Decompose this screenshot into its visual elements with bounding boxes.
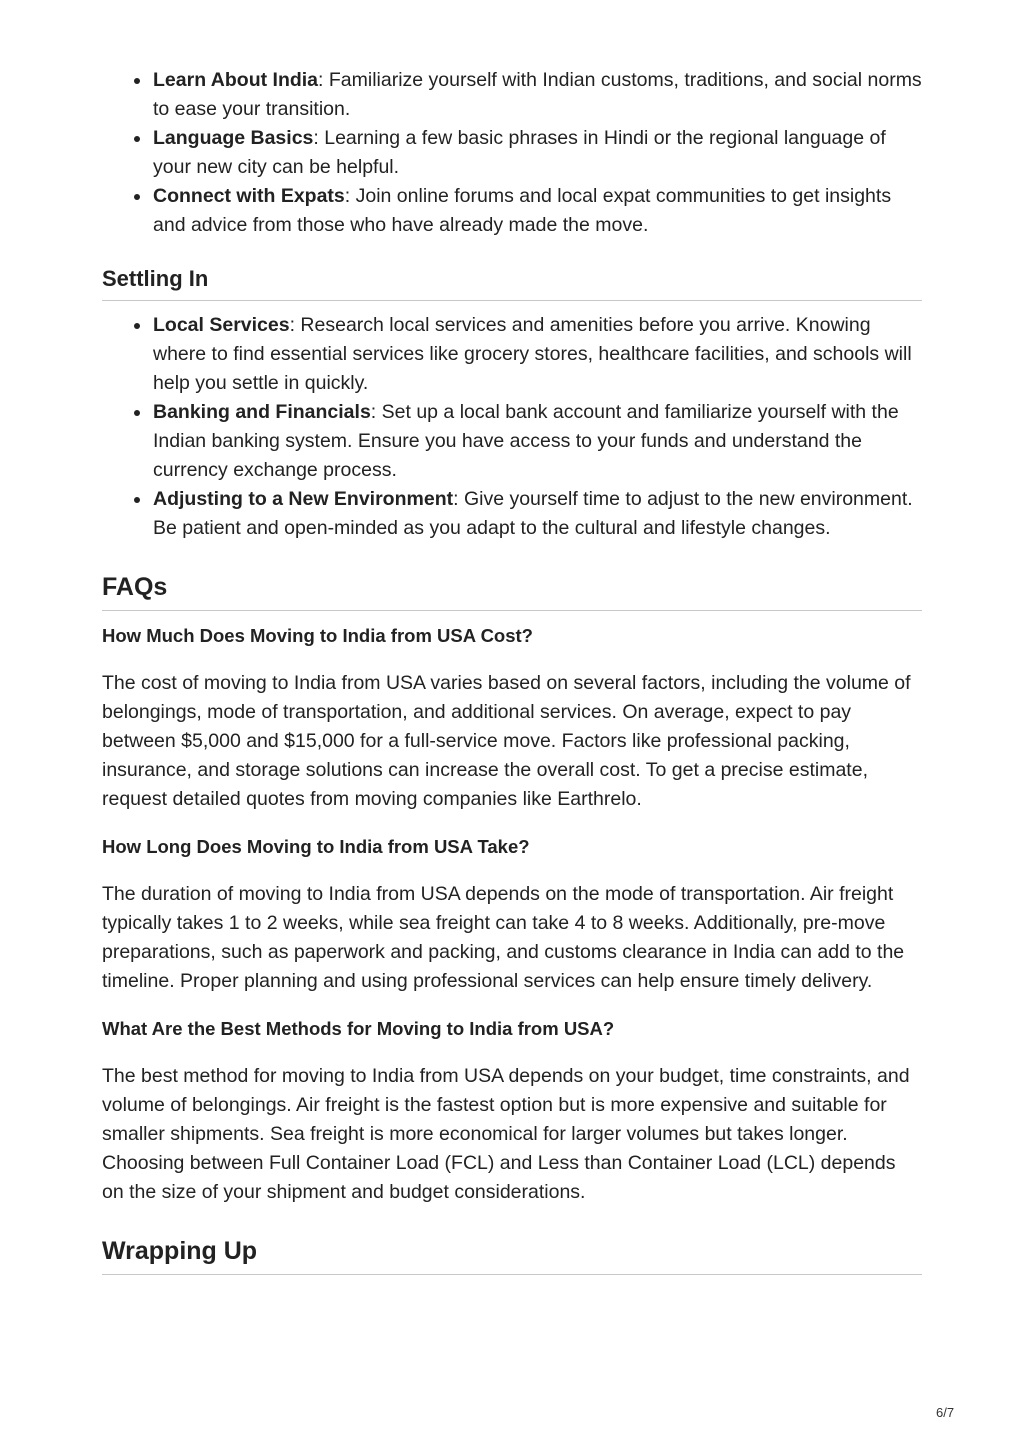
- list-item-term: Adjusting to a New Environment: [153, 488, 454, 510]
- list-item: [102, 182, 922, 240]
- list-item-text: : Give yourself time to adjust to the new environment. Be patient and open-minded as you adapt to the cultural and lifestyle changes.: [153, 488, 913, 539]
- settling-in-bullet-list: [102, 311, 922, 543]
- list-item-text: : Join online forums and local expat communities to get insights and advice from those who have already made the move.: [153, 185, 892, 236]
- list-item-text: : Set up a local bank account and familiarize yourself with the Indian banking system. Ensure you have access to your funds and understand the currency exchange process.: [153, 401, 899, 481]
- faq-answer: The best method for moving to India from USA depends on your budget, time constraints, and volume of belongings. Air freight is the fastest option but is more expensive and suitable for smaller shipments. Sea freight is more economical for larger volumes but takes longer. Choosing between Full Container Load (FCL) and Less than Container Load (LCL) depends on the size of your shipment and budget considerations.: [102, 1065, 910, 1203]
- faq-answer: The cost of moving to India from USA varies based on several factors, including the volume of belongings, mode of transportation, and additional services. On average, expect to pay between $5,000 and $15,000 for a full-service move. Factors like professional packing, insurance, and storage solutions can increase the overall cost. To get a precise estimate, request detailed quotes from moving companies like Earthrelo.: [102, 672, 911, 810]
- faq-question: How Long Does Moving to India from USA Take?: [102, 836, 530, 857]
- settling-in-heading: Settling In: [102, 266, 922, 301]
- faq-question: What Are the Best Methods for Moving to India from USA?: [102, 1018, 615, 1039]
- bullet-icon: [134, 497, 140, 503]
- list-item: [102, 124, 922, 182]
- list-item: [102, 485, 922, 543]
- list-item-text: : Learning a few basic phrases in Hindi or the regional language of your new city can be helpful.: [153, 127, 886, 178]
- document-content: [102, 66, 922, 1275]
- list-item-term: Language Basics: [153, 127, 314, 149]
- intro-bullet-list: [102, 66, 922, 240]
- wrapping-up-heading: Wrapping Up: [102, 1237, 922, 1275]
- bullet-icon: [134, 78, 140, 84]
- list-item-term: Learn About India: [153, 69, 319, 91]
- bullet-icon: [134, 410, 140, 416]
- list-item-term: Connect with Expats: [153, 185, 345, 207]
- faq-question: How Much Does Moving to India from USA Cost?: [102, 625, 533, 646]
- list-item: [102, 311, 922, 398]
- bullet-icon: [134, 136, 140, 142]
- list-item-term: Banking and Financials: [153, 401, 371, 423]
- faqs-heading: FAQs: [102, 573, 922, 611]
- list-item-term: Local Services: [153, 314, 290, 336]
- page-number: 6/7: [936, 1405, 955, 1420]
- list-item-text: : Familiarize yourself with Indian customs, traditions, and social norms to ease your transition.: [153, 69, 922, 120]
- bullet-icon: [134, 323, 140, 329]
- list-item-text: : Research local services and amenities before you arrive. Knowing where to find essential services like grocery stores, healthcare facilities, and schools will help you settle in quickly.: [153, 314, 912, 394]
- faq-answer: The duration of moving to India from USA depends on the mode of transportation. Air freight typically takes 1 to 2 weeks, while sea freight can take 4 to 8 weeks. Additionally, pre-move preparations, such as paperwork and packing, and customs clearance in India can add to the timeline. Proper planning and using professional services can help ensure timely delivery.: [102, 883, 905, 992]
- list-item: [102, 66, 922, 124]
- bullet-icon: [134, 194, 140, 200]
- list-item: [102, 398, 922, 485]
